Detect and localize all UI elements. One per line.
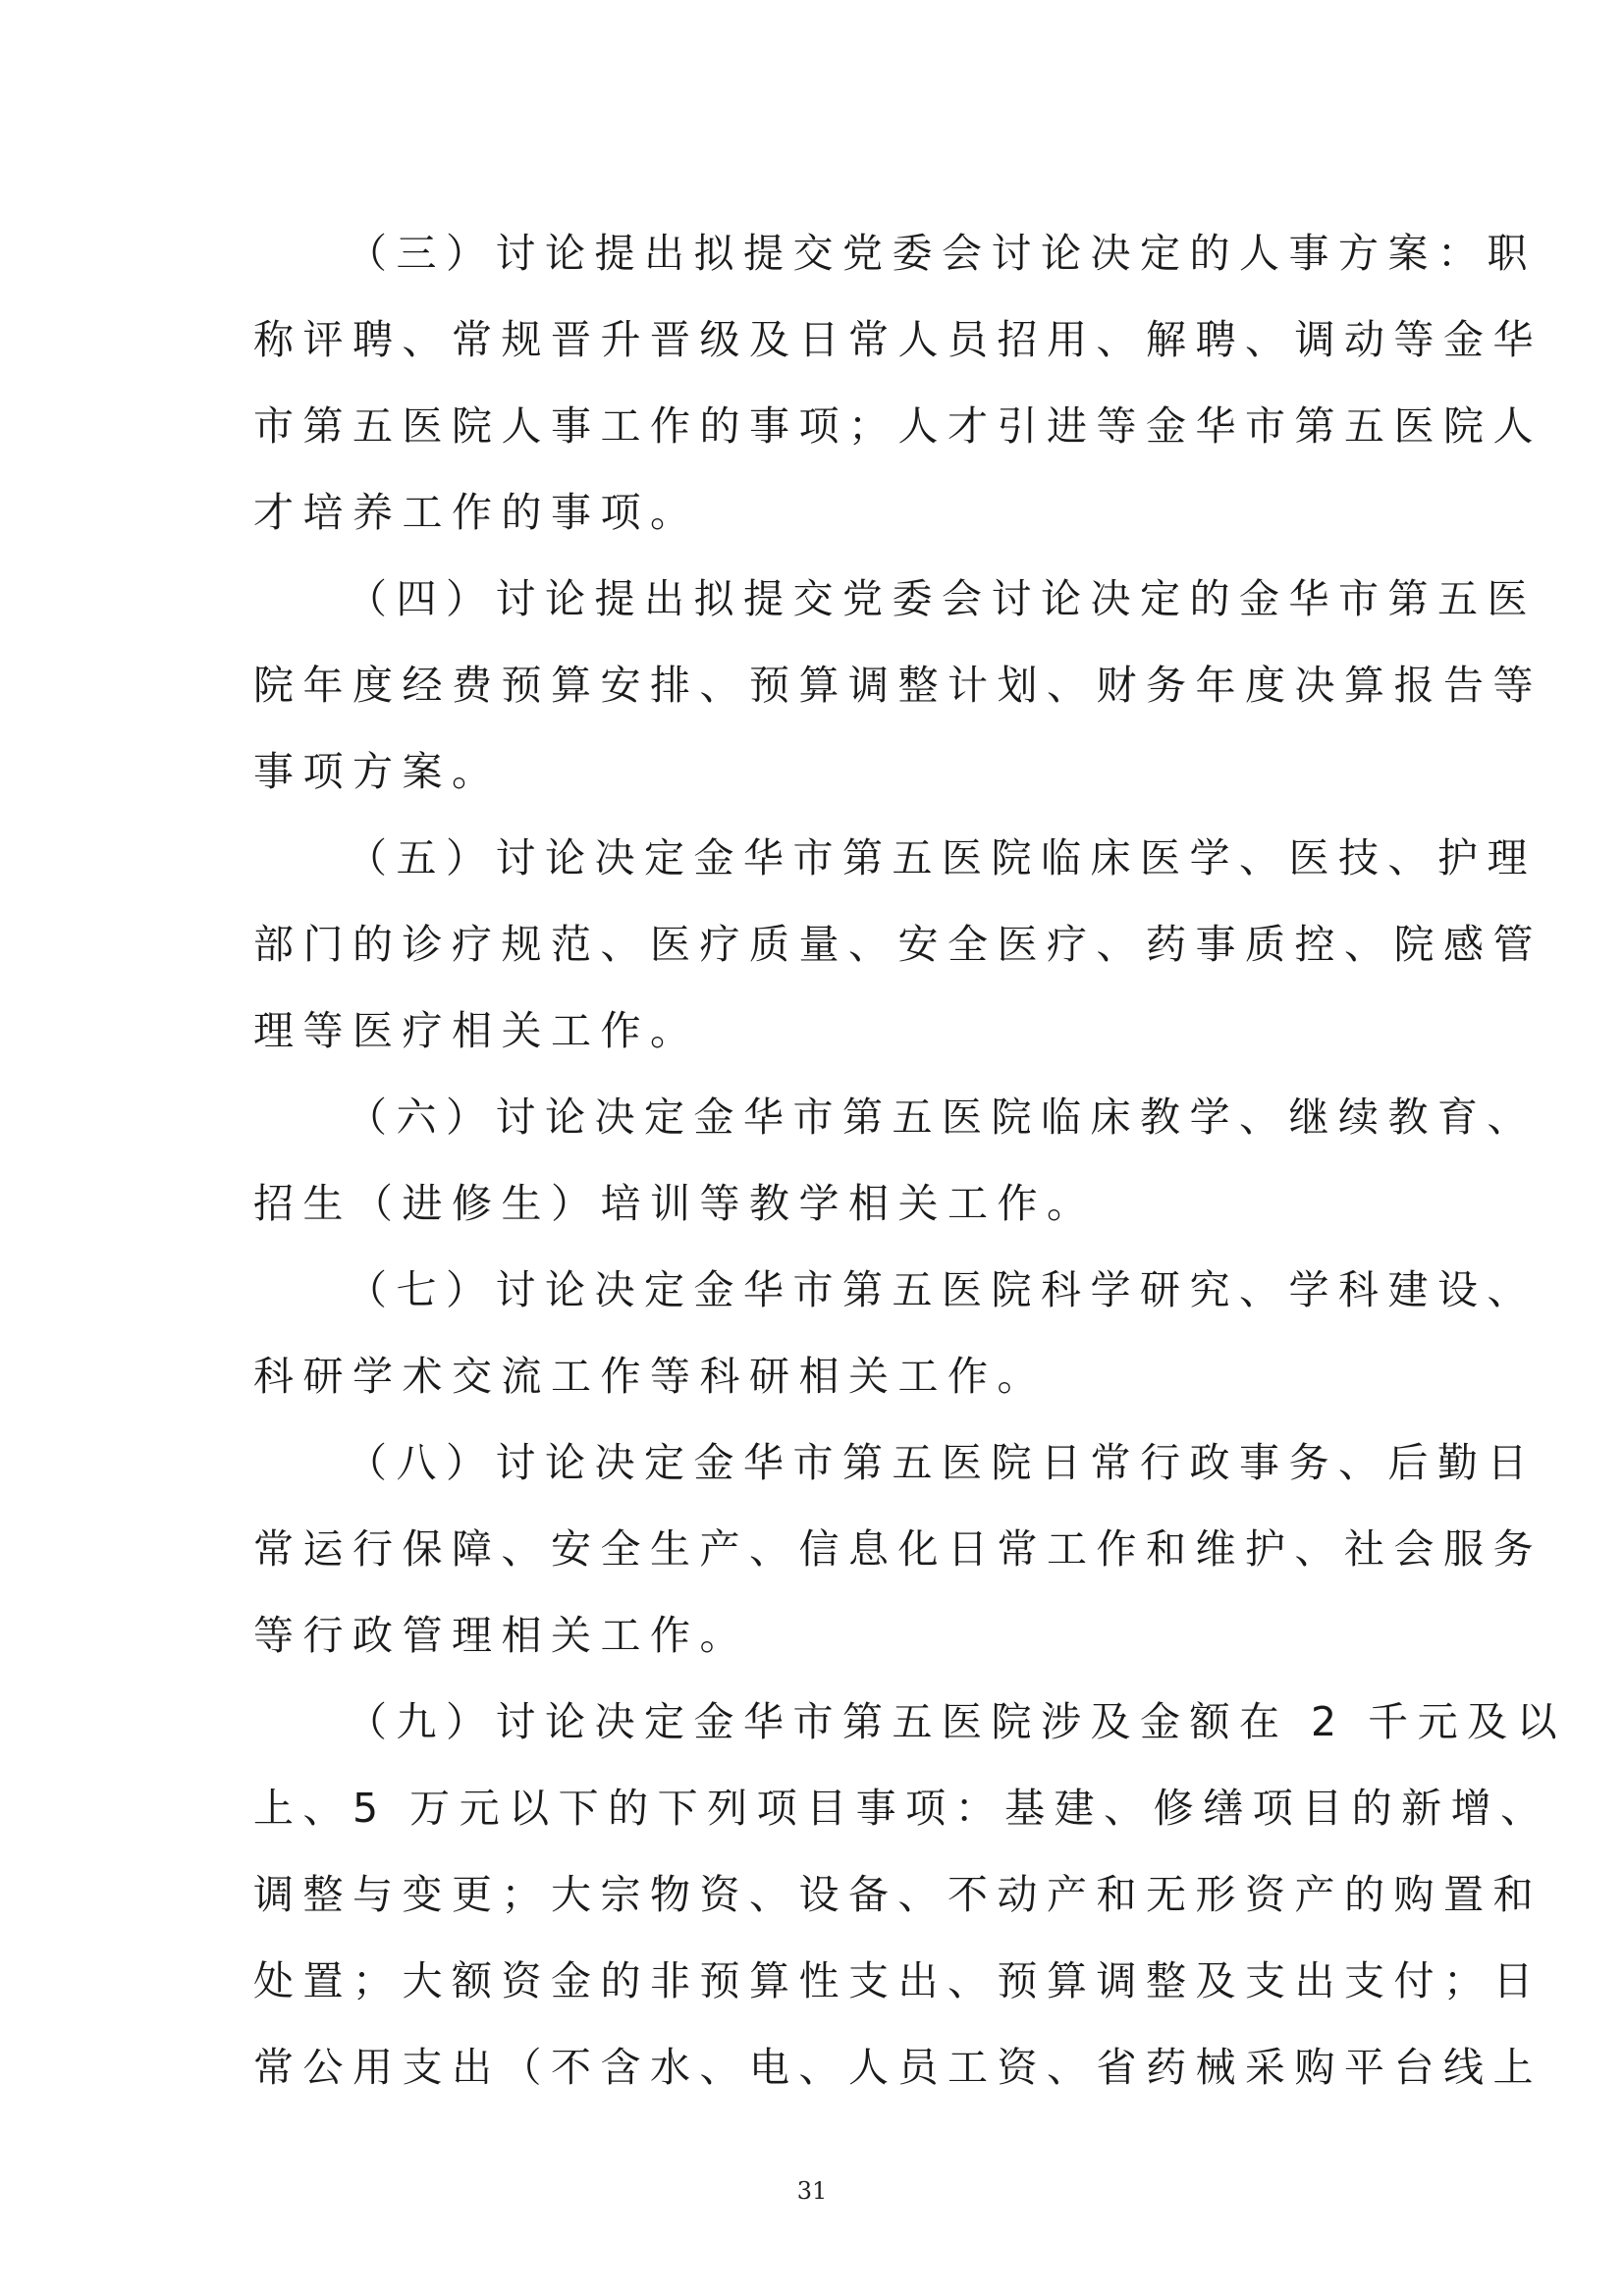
body-text — [253, 210, 1567, 2110]
text-line: 市第五医院人事工作的事项；人才引进等金华市第五医院人 — [253, 402, 1543, 450]
text-line: 处置；大额资金的非预算性支出、预算调整及支出支付；日 — [253, 1957, 1543, 2004]
paragraph-4 — [253, 556, 1543, 815]
text-line: 事项方案。 — [253, 748, 502, 795]
paragraph-5 — [253, 815, 1543, 1074]
text-line: 常公用支出（不含水、电、人员工资、省药械采购平台线上 — [253, 2044, 1543, 2091]
text-line: 调整与变更；大宗物资、设备、不动产和无形资产的购置和 — [253, 1871, 1543, 1918]
text-line: 院年度经费预算安排、预算调整计划、财务年度决算报告等 — [253, 662, 1543, 709]
text-line: 科研学术交流工作等科研相关工作。 — [253, 1353, 1047, 1400]
paragraph-3 — [253, 210, 1543, 556]
text-line: （九）讨论决定金华市第五医院涉及金额在 2 千元及以 — [347, 1698, 1567, 1745]
paragraph-9 — [253, 1679, 1567, 2110]
page-number: 31 — [796, 2177, 828, 2205]
paragraph-8 — [253, 1419, 1543, 1679]
text-line: 部门的诊疗规范、医疗质量、安全医疗、药事质控、院感管 — [253, 921, 1543, 968]
text-line: （三）讨论提出拟提交党委会讨论决定的人事方案：职 — [347, 230, 1537, 277]
text-line: 才培养工作的事项。 — [253, 489, 700, 536]
text-line: （五）讨论决定金华市第五医院临床医学、医技、护理 — [347, 834, 1537, 881]
text-line: （七）讨论决定金华市第五医院科学研究、学科建设、 — [347, 1266, 1537, 1313]
text-line: 招生（进修生）培训等教学相关工作。 — [253, 1180, 1097, 1227]
text-line: 称评聘、常规晋升晋级及日常人员招用、解聘、调动等金华 — [253, 316, 1543, 363]
text-line: 等行政管理相关工作。 — [253, 1612, 749, 1659]
text-line: （四）讨论提出拟提交党委会讨论决定的金华市第五医 — [347, 575, 1537, 622]
text-line: 常运行保障、安全生产、信息化日常工作和维护、社会服务 — [253, 1525, 1543, 1573]
paragraph-6 — [253, 1074, 1537, 1247]
text-line: （八）讨论决定金华市第五医院日常行政事务、后勤日 — [347, 1439, 1537, 1486]
text-line: （六）讨论决定金华市第五医院临床教学、继续教育、 — [347, 1094, 1537, 1141]
text-line: 上、5 万元以下的下列项目事项：基建、修缮项目的新增、 — [253, 1785, 1550, 1832]
text-line: 理等医疗相关工作。 — [253, 1007, 700, 1054]
paragraph-7 — [253, 1247, 1537, 1419]
